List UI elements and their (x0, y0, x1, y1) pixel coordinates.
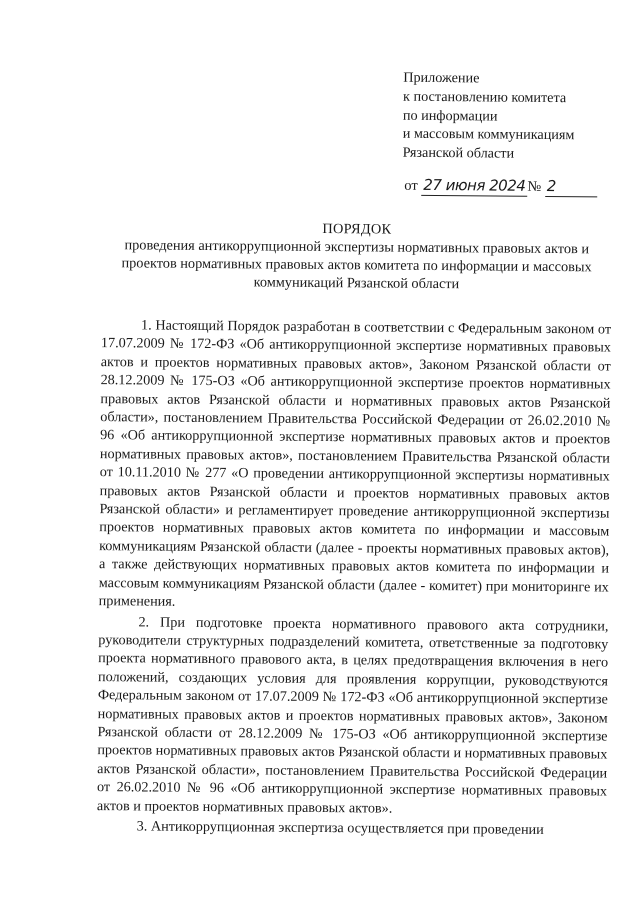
paragraph-2: 2. При подготовке проекта нормативного правового акта сотрудники, руководители структурных подразделений комитета, ответственные за подготовку проекта нормативного правового акта, в целях предотвращения включения в него положений, создающих условия для проявления коррупции, руководствуются Федеральным законом от 17.07.2009 № 172-ФЗ «Об антикоррупционной экспертизе нормативных правовых актов и проектов нормативных правовых актов», Законом Рязанской области от 28.12.2009 № 175-ОЗ «Об антикоррупционной экспертизе проектов нормативных правовых актов Рязанской области и нормативных правовых актов Рязанской области», постановлением Правительства Российской Федерации от 26.02.2010 № 96 «Об антикоррупционной экспертизе нормативных правовых актов и проектов нормативных правовых актов». (96, 613, 609, 817)
appendix-header: Приложение к постановлению комитета по информации и массовым коммуникациям Рязанской области (402, 69, 575, 162)
title-subtitle: проведения антикоррупционной экспертизы нормативных правовых актов и проектов нормативных правовых актов комитета по информации и массовых коммуникаций Рязанской области (121, 237, 592, 293)
document-title (101, 218, 612, 294)
reference-number-field (545, 177, 597, 197)
reference-date-handwritten: 27 июня 2024 (423, 175, 526, 195)
reference-date-field (421, 176, 527, 197)
decree-reference (404, 176, 597, 198)
paragraph-3: 3. Антикоррупционная экспертиза осуществляется при проведении (136, 818, 544, 838)
reference-number-handwritten: 2 (546, 176, 556, 196)
paragraph-1: 1. Настоящий Порядок разработан в соответствии с Федеральным законом от 17.07.2009 № 172-ФЗ «Об антикоррупционной экспертизе нормативных правовых актов и проектов нормативных правовых актов», Законом Рязанской области от 28.12.2009 № 175-ОЗ «Об антикоррупционной экспертизе проектов нормативных правовых актов Рязанской области и нормативных правовых актов Рязанской области», постановлением Правительства Российской Федерации от 26.02.2010 № 96 «Об антикоррупционной экспертизе нормативных правовых актов и проектов нормативных правовых актов», постановлением Правительства Рязанской области от 10.11.2010 № 277 «О проведении антикоррупционной экспертизы нормативных правовых актов Рязанской области и проектов нормативных правовых актов Рязанской области» и регламентирует проведение антикоррупционной экспертизы проектов нормативных правовых актов комитета по информации и массовым коммуникациям Рязанской области (далее - проекты нормативных правовых актов), а также действующих нормативных правовых актов комитета по информации и массовым коммуникациям Рязанской области (далее - комитет) при мониторинге их применения. (98, 317, 612, 610)
reference-prefix: от (404, 177, 418, 194)
reference-number-sign: № (527, 178, 542, 195)
title-heading: ПОРЯДОК (322, 221, 392, 238)
document-body (97, 316, 612, 842)
